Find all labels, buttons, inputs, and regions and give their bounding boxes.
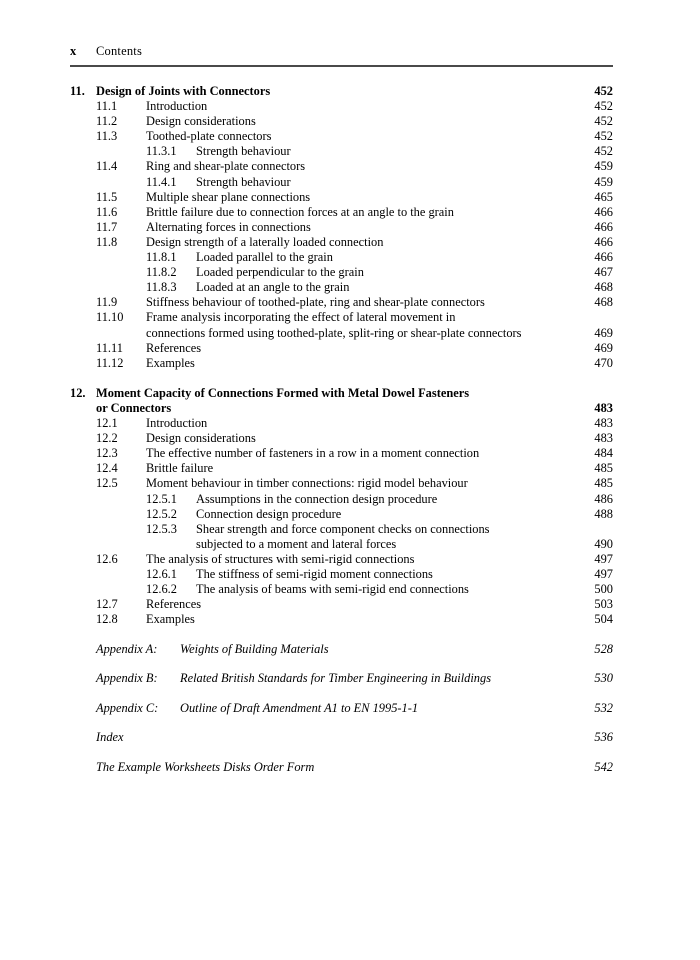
chapter-block bbox=[70, 84, 613, 371]
section-title: Design considerations bbox=[146, 431, 256, 446]
section-title: Design strength of a laterally loaded connection bbox=[146, 234, 384, 249]
page-number: 466 bbox=[594, 250, 613, 265]
section-number: 11.7 bbox=[96, 219, 118, 234]
toc-subsection-row[interactable] bbox=[70, 582, 613, 597]
page-number: 469 bbox=[594, 340, 613, 355]
page-number: 485 bbox=[594, 461, 613, 476]
subsection-number: 11.8.2 bbox=[146, 265, 177, 280]
section-number: 11.6 bbox=[96, 204, 118, 219]
toc-subsection-row[interactable] bbox=[70, 492, 613, 507]
page-number: 483 bbox=[594, 416, 613, 431]
page-number: 452 bbox=[594, 99, 613, 114]
subsection-title: Loaded parallel to the grain bbox=[196, 250, 333, 265]
toc-section-row[interactable] bbox=[70, 99, 613, 114]
section-number: 11.12 bbox=[96, 355, 124, 370]
page-number: 459 bbox=[594, 159, 613, 174]
appendix-label: Appendix B: bbox=[96, 671, 158, 686]
section-number: 11.1 bbox=[96, 99, 118, 114]
toc-section-row[interactable] bbox=[70, 612, 613, 627]
section-title: Toothed-plate connectors bbox=[146, 129, 272, 144]
page-number: 497 bbox=[594, 567, 613, 581]
subsection-number: 12.5.3 bbox=[146, 521, 177, 536]
chapter-title: Moment Capacity of Connections Formed with Metal Dowel Fasteners bbox=[96, 385, 470, 400]
toc-section-row[interactable] bbox=[70, 295, 613, 310]
page-number: 503 bbox=[594, 597, 613, 612]
toc-subsection-row[interactable] bbox=[70, 144, 613, 159]
appendix-title: Index bbox=[96, 730, 124, 745]
section-number: 11.11 bbox=[96, 340, 123, 355]
subsection-number: 11.8.1 bbox=[146, 250, 177, 265]
page-number: 500 bbox=[594, 582, 613, 597]
toc-section-row[interactable] bbox=[70, 205, 613, 220]
chapter-title: Design of Joints with Connectors bbox=[96, 84, 271, 98]
appendix-row[interactable] bbox=[70, 671, 613, 686]
subsection-title: The analysis of beams with semi-rigid end connections bbox=[196, 582, 469, 597]
page-number: 542 bbox=[594, 759, 613, 774]
section-title: Brittle failure due to connection forces at an angle to the grain bbox=[146, 204, 454, 219]
section-title: Alternating forces in connections bbox=[146, 219, 311, 234]
section-title: Moment behaviour in timber connections: rigid model behaviour bbox=[146, 476, 468, 491]
section-number: 12.7 bbox=[96, 597, 118, 612]
page-number: 467 bbox=[594, 265, 613, 280]
subsection-number: 11.8.3 bbox=[146, 280, 177, 295]
section-gap bbox=[70, 371, 613, 386]
section-number: 11.3 bbox=[96, 129, 118, 144]
subsection-number: 12.6.1 bbox=[146, 567, 177, 581]
toc-row-continuation[interactable] bbox=[70, 537, 613, 552]
page-number: 466 bbox=[594, 219, 613, 234]
appendix-row[interactable] bbox=[70, 701, 613, 716]
section-title: Introduction bbox=[146, 416, 208, 431]
section-number: 11.8 bbox=[96, 234, 118, 249]
appendix-list bbox=[70, 642, 613, 775]
page-number: 483 bbox=[594, 431, 613, 446]
chapter-number: 11. bbox=[70, 84, 85, 98]
section-title: Multiple shear plane connections bbox=[146, 189, 311, 204]
page-number: 468 bbox=[594, 280, 613, 295]
running-head bbox=[70, 44, 613, 59]
page-number: 470 bbox=[594, 355, 613, 370]
chapter-number: 12. bbox=[70, 385, 86, 400]
entry-title-continuation: subjected to a moment and lateral forces bbox=[196, 536, 397, 551]
toc-section-row[interactable] bbox=[70, 461, 613, 476]
section-number: 12.1 bbox=[96, 416, 118, 431]
page-number: 485 bbox=[594, 476, 613, 491]
toc-section-row[interactable] bbox=[70, 220, 613, 235]
section-title: The effective number of fasteners in a row in a moment connection bbox=[146, 446, 480, 461]
chapter-page-number: 483 bbox=[594, 400, 613, 415]
toc-section-row[interactable] bbox=[70, 129, 613, 144]
page-number: 528 bbox=[594, 641, 613, 656]
page-number: 532 bbox=[594, 700, 613, 715]
page-number: 466 bbox=[594, 234, 613, 249]
page-number: 466 bbox=[594, 204, 613, 219]
toc-subsection-row[interactable] bbox=[70, 250, 613, 265]
section-number: 11.2 bbox=[96, 114, 118, 129]
page-number: 530 bbox=[594, 671, 613, 686]
subsection-title: Connection design procedure bbox=[196, 506, 342, 521]
chapter-heading[interactable] bbox=[70, 84, 613, 99]
section-number: 11.5 bbox=[96, 189, 118, 204]
section-title: References bbox=[146, 597, 202, 612]
appendix-label: Appendix A: bbox=[96, 641, 158, 656]
toc-section-row[interactable] bbox=[70, 190, 613, 205]
section-title: Ring and shear-plate connectors bbox=[146, 159, 306, 174]
toc-subsection-row[interactable] bbox=[70, 265, 613, 280]
page-number: 452 bbox=[594, 129, 613, 144]
section-title: Examples bbox=[146, 612, 195, 627]
toc-section-row[interactable] bbox=[70, 235, 613, 250]
section-number: 12.3 bbox=[96, 446, 118, 461]
section-number: 12.6 bbox=[96, 551, 118, 566]
section-number: 12.4 bbox=[96, 461, 118, 476]
toc-subsection-row[interactable] bbox=[70, 567, 613, 582]
toc-row-continuation[interactable] bbox=[70, 326, 613, 341]
subsection-title: Strength behaviour bbox=[196, 174, 291, 189]
section-number: 12.2 bbox=[96, 431, 118, 446]
header-rule bbox=[70, 65, 613, 67]
toc-section-row[interactable] bbox=[70, 597, 613, 612]
subsection-number: 12.5.1 bbox=[146, 491, 177, 506]
section-title: Stiffness behaviour of toothed-plate, ring and shear-plate connectors bbox=[146, 295, 485, 310]
subsection-title: Assumptions in the connection design procedure bbox=[196, 491, 438, 506]
toc-section-row[interactable] bbox=[70, 476, 613, 491]
toc-section-row[interactable] bbox=[70, 159, 613, 174]
toc-subsection-row[interactable] bbox=[70, 280, 613, 295]
page-number: 536 bbox=[594, 730, 613, 745]
section-number: 11.9 bbox=[96, 295, 118, 310]
subsection-title: Strength behaviour bbox=[196, 144, 291, 159]
subsection-number: 12.5.2 bbox=[146, 506, 177, 521]
folio-number: x bbox=[70, 44, 77, 58]
section-number: 11.4 bbox=[96, 159, 118, 174]
section-title: Brittle failure bbox=[146, 461, 214, 476]
toc-section-row[interactable] bbox=[70, 341, 613, 356]
running-head-title: Contents bbox=[96, 44, 143, 58]
appendix-row[interactable] bbox=[70, 730, 613, 745]
subsection-number: 12.6.2 bbox=[146, 582, 177, 597]
section-title: Frame analysis incorporating the effect of lateral movement in bbox=[146, 310, 456, 325]
toc-section-row[interactable] bbox=[70, 114, 613, 129]
page-number: 490 bbox=[594, 536, 613, 551]
appendix-title: Weights of Building Materials bbox=[180, 641, 329, 656]
section-title: References bbox=[146, 340, 202, 355]
chapter-title-continuation: or Connectors bbox=[96, 400, 172, 415]
appendix-label: Appendix C: bbox=[96, 700, 159, 715]
page-number: 468 bbox=[594, 295, 613, 310]
entry-title-continuation: connections formed using toothed-plate, split-ring or shear-plate connectors bbox=[146, 325, 522, 340]
page-number: 452 bbox=[594, 114, 613, 129]
section-number: 12.5 bbox=[96, 476, 118, 491]
toc-subsection-row[interactable] bbox=[70, 175, 613, 190]
toc-section-row[interactable] bbox=[70, 446, 613, 461]
appendix-row[interactable] bbox=[70, 760, 613, 775]
toc-section-row[interactable] bbox=[70, 431, 613, 446]
subsection-number: 11.3.1 bbox=[146, 144, 177, 159]
page-number: 452 bbox=[594, 144, 613, 159]
page-number: 497 bbox=[594, 551, 613, 566]
subsection-title: The stiffness of semi-rigid moment connections bbox=[196, 567, 433, 581]
page-number: 486 bbox=[594, 491, 613, 506]
subsection-title: Loaded perpendicular to the grain bbox=[196, 265, 364, 280]
toc-section-row[interactable] bbox=[70, 552, 613, 567]
chapter-heading-continuation bbox=[70, 401, 613, 416]
section-title: Examples bbox=[146, 355, 195, 370]
appendix-title: The Example Worksheets Disks Order Form bbox=[96, 759, 315, 774]
subsection-number: 11.4.1 bbox=[146, 174, 177, 189]
page-number: 459 bbox=[594, 174, 613, 189]
section-number: 11.10 bbox=[96, 310, 124, 325]
page-number: 484 bbox=[594, 446, 613, 461]
appendix-title: Outline of Draft Amendment A1 to EN 1995-1-1 bbox=[180, 700, 419, 715]
page-number: 488 bbox=[594, 506, 613, 521]
toc-subsection-row[interactable] bbox=[70, 507, 613, 522]
toc-subsection-row[interactable] bbox=[70, 522, 613, 537]
section-number: 12.8 bbox=[96, 612, 118, 627]
page-number: 504 bbox=[594, 612, 613, 627]
page-number: 469 bbox=[594, 325, 613, 340]
section-title: The analysis of structures with semi-rigid connections bbox=[146, 551, 415, 566]
section-title: Introduction bbox=[146, 99, 208, 114]
appendix-title: Related British Standards for Timber Engineering in Buildings bbox=[180, 671, 492, 686]
toc-section-row[interactable] bbox=[70, 310, 613, 325]
chapter-heading[interactable] bbox=[70, 386, 613, 401]
toc-section-row[interactable] bbox=[70, 416, 613, 431]
table-of-contents bbox=[70, 84, 613, 775]
appendix-row[interactable] bbox=[70, 642, 613, 657]
subsection-title: Shear strength and force component checks on connections bbox=[196, 521, 490, 536]
toc-section-row[interactable] bbox=[70, 356, 613, 371]
page-number: 465 bbox=[594, 189, 613, 204]
chapter-page-number: 452 bbox=[594, 84, 613, 98]
section-title: Design considerations bbox=[146, 114, 256, 129]
chapter-block bbox=[70, 371, 613, 628]
subsection-title: Loaded at an angle to the grain bbox=[196, 280, 350, 295]
